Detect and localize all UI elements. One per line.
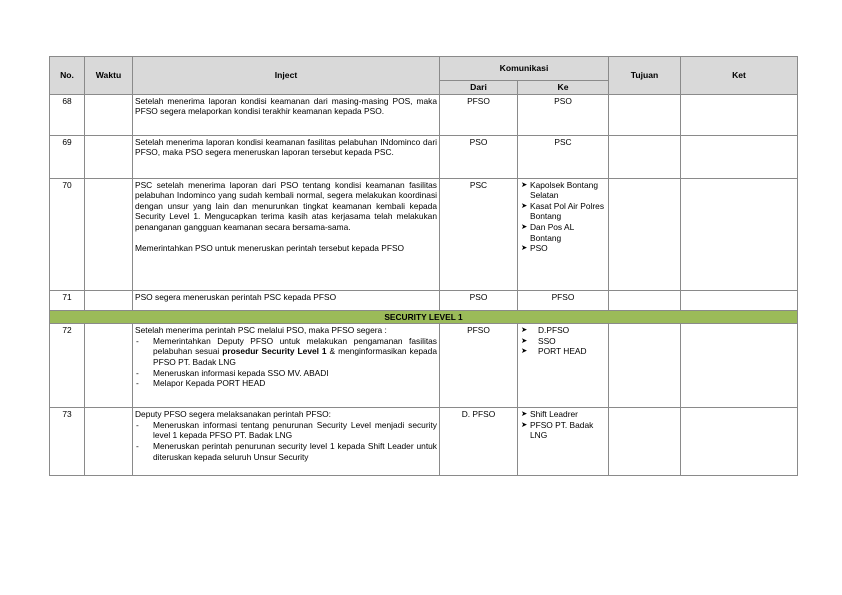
arrow-bullet-icon: ➤: [521, 221, 528, 231]
arrow-bullet-icon: ➤: [521, 325, 528, 335]
ket-cell: [681, 290, 798, 310]
inject-intro: Deputy PFSO segera melaksanakan perintah PFSO:: [135, 409, 331, 420]
inject-text: Memerintahkan Deputy PFSO untuk melakukan pengamanan fasilitas pelabuhan sesuai: [153, 335, 437, 357]
ke-list-item: [520, 325, 606, 336]
ke-list-item: [520, 346, 606, 357]
arrow-bullet-icon: ➤: [521, 419, 528, 429]
inject-text: & menginformasikan kepada PFSO PT. Badak LNG: [153, 346, 437, 367]
arrow-bullet-icon: ➤: [521, 346, 528, 356]
ke-list-item: [520, 180, 606, 201]
header-no: No.: [50, 57, 85, 95]
ke-list-item: [520, 222, 606, 243]
header-tujuan: Tujuan: [609, 57, 681, 95]
inject-list-item: - Meneruskan perintah penurunan security level 1 kepada Shift Leader untuk diteruskan kepada seluruh Unsur Security: [135, 441, 437, 462]
inject-list-item: - Meneruskan informasi kepada SSO MV. ABADI: [135, 368, 437, 379]
inject-paragraph: Memerintahkan PSO untuk meneruskan perintah tersebut kepada PFSO: [135, 243, 405, 254]
header-dari: Dari: [440, 81, 518, 95]
table-row: [50, 178, 798, 290]
ke-cell: PSC: [518, 135, 609, 178]
arrow-bullet-icon: ➤: [521, 409, 528, 419]
ke-list-item: [520, 420, 606, 441]
table-row: [50, 290, 798, 310]
inject-intro: Setelah menerima perintah PSC melalui PSO, maka PFSO segera :: [135, 325, 387, 336]
scenario-table: [49, 56, 798, 476]
inject-cell: PSO segera meneruskan perintah PSC kepada PFSO: [133, 290, 440, 310]
tujuan-cell: [609, 408, 681, 476]
row-number: 73: [50, 408, 85, 476]
arrow-bullet-icon: ➤: [521, 200, 528, 210]
tujuan-cell: [609, 324, 681, 408]
ke-list-item: [520, 409, 606, 420]
ket-cell: [681, 178, 798, 290]
dari-cell: PSO: [440, 290, 518, 310]
ke-cell: PFSO: [518, 290, 609, 310]
ket-cell: [681, 94, 798, 135]
waktu-cell: [85, 290, 133, 310]
waktu-cell: [85, 135, 133, 178]
dari-cell: PSO: [440, 135, 518, 178]
tujuan-cell: [609, 135, 681, 178]
inject-emphasis: prosedur Security Level 1: [222, 346, 327, 357]
inject-cell: [133, 408, 440, 476]
row-number: 72: [50, 324, 85, 408]
waktu-cell: [85, 94, 133, 135]
header-ke: Ke: [518, 81, 609, 95]
inject-cell: [133, 324, 440, 408]
tujuan-cell: [609, 178, 681, 290]
header-waktu: Waktu: [85, 57, 133, 95]
ke-list-item: [520, 201, 606, 222]
ke-recipient: D.PFSO: [538, 325, 570, 336]
inject-paragraph: PSC setelah menerima laporan dari PSO tentang kondisi keamanan fasilitas pelabuhan Indominco yang sudah kembali normal, segera melakukan koordinasi dengan unsur yang lain dan menurunkan tingkat keamanan kembali kepada Security Level 1. Mengucapkan terima kasih atas kerjasama telah melakukan penanganan gangguan keamanan secara bersama-sama.: [135, 179, 437, 232]
ke-cell: PSO: [518, 94, 609, 135]
inject-list-item: - Meneruskan informasi tentang penurunan Security Level menjadi security level 1 kepada PFSO PT. Badak LNG: [135, 420, 437, 441]
inject-cell: Setelah menerima laporan kondisi keamanan fasilitas pelabuhan INdominco dari PFSO, maka PSO segera meneruskan laporan tersebut kepada PSC.: [133, 135, 440, 178]
row-number: 68: [50, 94, 85, 135]
table-row: [50, 94, 798, 135]
header-inject: Inject: [133, 57, 440, 95]
header-ket: Ket: [681, 57, 798, 95]
ke-recipient: Kapolsek Bontang Selatan: [530, 179, 598, 201]
waktu-cell: [85, 408, 133, 476]
arrow-bullet-icon: ➤: [521, 335, 528, 345]
inject-list-item: - Melapor Kepada PORT HEAD: [135, 378, 437, 389]
tujuan-cell: [609, 94, 681, 135]
ke-recipient: Shift Leadrer: [530, 409, 578, 420]
ke-recipient: PORT HEAD: [538, 346, 587, 357]
inject-list-item: [135, 336, 437, 368]
dari-cell: PFSO: [440, 324, 518, 408]
ke-recipient: Kasat Pol Air Polres Bontang: [530, 200, 605, 222]
row-number: 71: [50, 290, 85, 310]
inject-cell: Setelah menerima laporan kondisi keamanan dari masing-masing POS, maka PFSO segera melaporkan kondisi terakhir keamanan kepada PSO.: [133, 94, 440, 135]
waktu-cell: [85, 178, 133, 290]
ke-recipient: SSO: [538, 335, 556, 346]
row-number: 70: [50, 178, 85, 290]
ke-recipient: Dan Pos AL Bontang: [530, 221, 574, 243]
tujuan-cell: [609, 290, 681, 310]
dari-cell: PFSO: [440, 94, 518, 135]
dari-cell: D. PFSO: [440, 408, 518, 476]
inject-cell: [133, 178, 440, 290]
table-row: [50, 135, 798, 178]
ke-cell: [518, 178, 609, 290]
row-number: 69: [50, 135, 85, 178]
ket-cell: [681, 408, 798, 476]
ket-cell: [681, 135, 798, 178]
dari-cell: PSC: [440, 178, 518, 290]
waktu-cell: [85, 324, 133, 408]
section-title: SECURITY LEVEL 1: [50, 310, 798, 324]
ke-recipient: PFSO PT. Badak LNG: [530, 419, 594, 441]
ke-recipient: PSO: [530, 243, 548, 254]
ke-cell: [518, 324, 609, 408]
ket-cell: [681, 324, 798, 408]
table-row: [50, 324, 798, 408]
arrow-bullet-icon: ➤: [521, 243, 528, 253]
table-row: [50, 408, 798, 476]
header-komunikasi: Komunikasi: [440, 57, 609, 81]
arrow-bullet-icon: ➤: [521, 179, 528, 189]
ke-list-item: [520, 336, 606, 347]
section-row: [50, 310, 798, 324]
ke-cell: [518, 408, 609, 476]
ke-list-item: [520, 243, 606, 254]
